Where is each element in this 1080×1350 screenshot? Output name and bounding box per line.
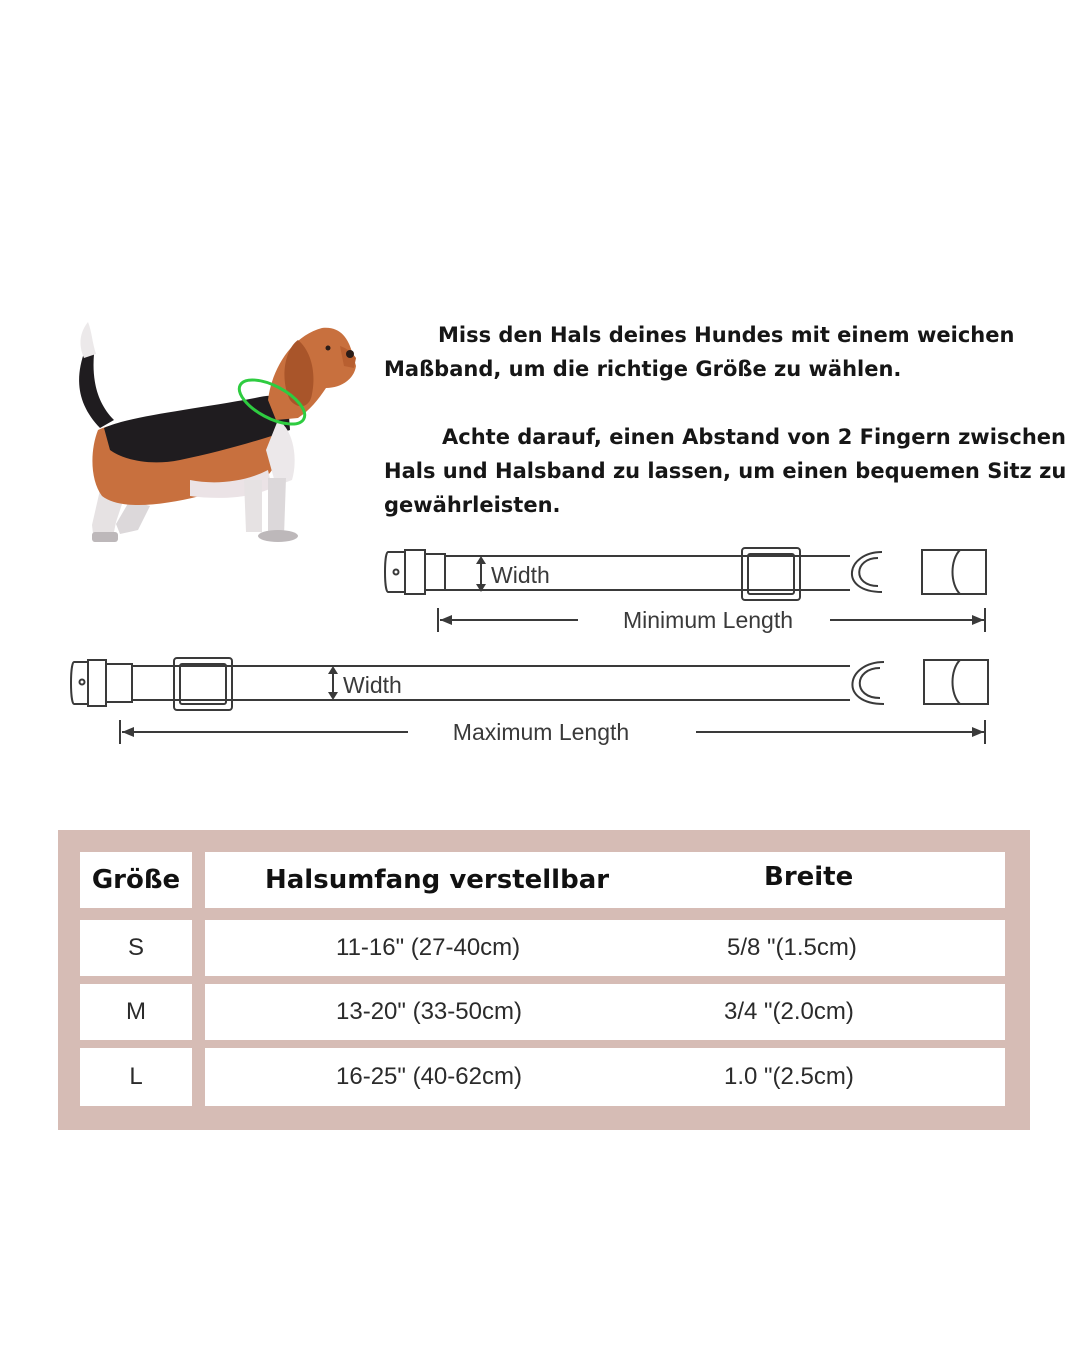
table-row-l-width: 1.0 "(2.5cm) [724,1063,854,1090]
minimum-length-label: Minimum Length [622,607,794,633]
measure-instructions [384,318,1074,522]
width-label-maximum: Width [343,672,402,698]
size-table [58,830,1030,1130]
collar-size-diagram [0,540,1080,755]
table-row-l-neck: 16-25" (40-62cm) 1.0 "(2.5cm) [205,1048,1005,1106]
table-row-m-width: 3/4 "(2.0cm) [724,998,854,1025]
beagle-dog-illustration [40,310,370,560]
table-row-s-size: S [80,920,192,976]
table-row-m-neck: 13-20" (33-50cm) 3/4 "(2.0cm) [205,984,1005,1040]
table-row-s-neck: 11-16" (27-40cm) 5/8 "(1.5cm) [205,920,1005,976]
collar-minimum [385,548,986,600]
table-row-s-width: 5/8 "(1.5cm) [727,934,857,961]
dog-tail [79,350,114,428]
instruction-two-finger-gap: Achte darauf, einen Abstand von 2 Fingern zwischen Hals und Halsband zu lassen, um einen bequemen Sitz zu gewährleisten. [384,425,1067,517]
maximum-length-label: Maximum Length [452,719,630,745]
table-header-width: Breite [643,852,1005,908]
table-row-l-size: L [80,1048,192,1106]
instruction-measure-neck: Miss den Hals deines Hundes mit einem weichen Maßband, um die richtige Größe zu wählen. [384,323,1015,381]
collar-buckle-icon [922,550,986,594]
table-row-m-size: M [80,984,192,1040]
table-header-neck: Halsumfang verstellbar [205,852,643,908]
table-header-size: Größe [80,852,192,908]
dog-front-legs [244,480,262,532]
width-label-minimum: Width [491,562,550,588]
collar-maximum [71,658,988,710]
